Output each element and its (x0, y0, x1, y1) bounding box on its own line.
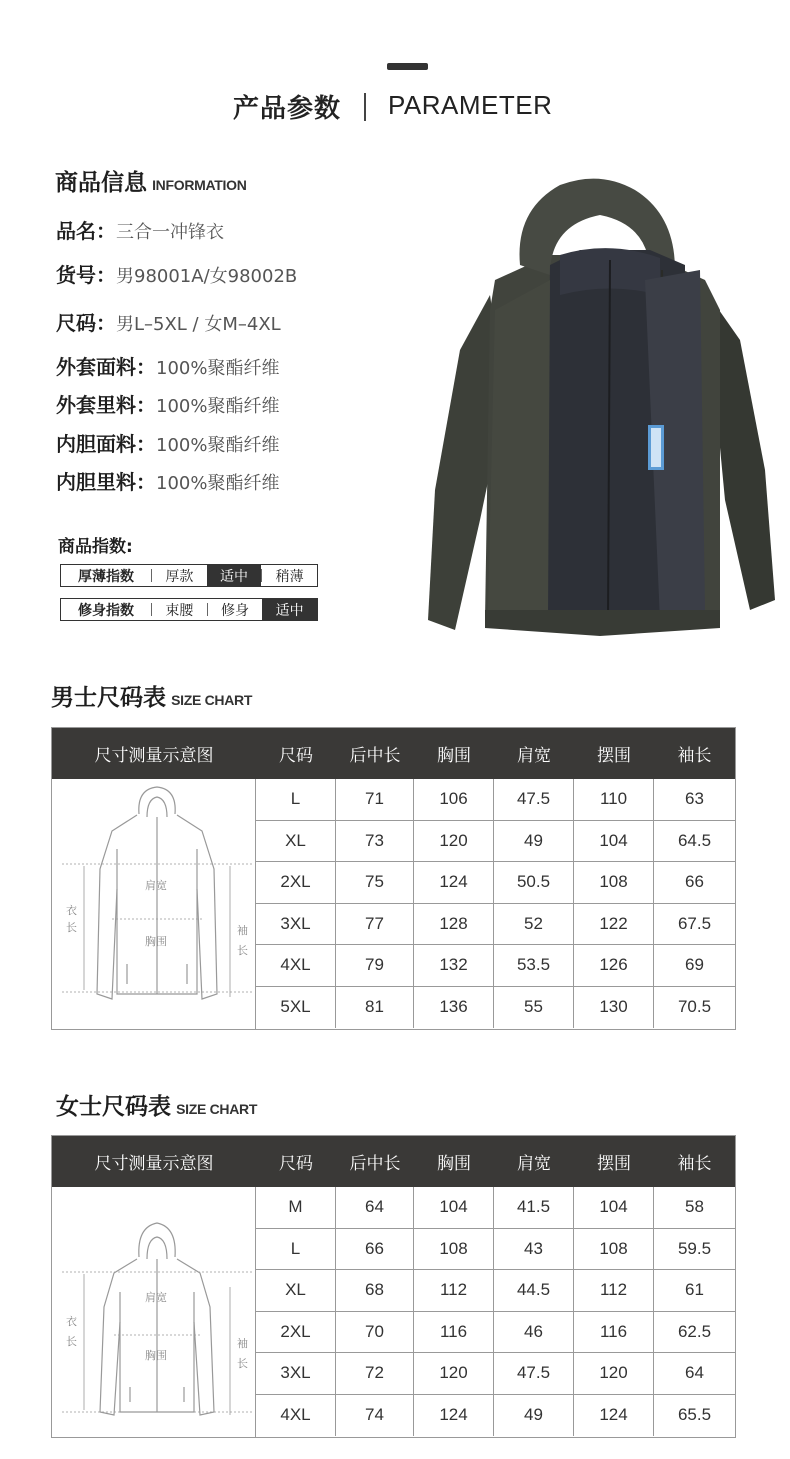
table-cell: 120 (414, 821, 494, 862)
index-option-selected: 适中 (262, 599, 317, 620)
table-cell: 47.5 (494, 1353, 574, 1394)
field-value: 100%聚酯纤维 (156, 396, 280, 417)
table-cell: 112 (414, 1270, 494, 1311)
diagram-label-length: 衣 (66, 1315, 77, 1328)
index-name: 修身指数 (78, 602, 134, 619)
header-cell: 胸围 (437, 746, 471, 766)
jacket-outline-icon (52, 1187, 255, 1437)
diagram-label-length: 衣 (66, 904, 77, 917)
diagram-label-sleeve: 长 (237, 1357, 248, 1370)
index-option: 厚款 (165, 568, 194, 585)
table-cell: 53.5 (494, 945, 574, 986)
table-cell: 43 (494, 1229, 574, 1270)
table-cell: 64 (336, 1187, 414, 1228)
chart-title-cn: 男士尺码表 (51, 685, 166, 711)
field-label: 外套面料： (56, 355, 156, 379)
table-row (256, 945, 735, 987)
diagram-label-length: 长 (66, 921, 77, 934)
table-cell: 116 (574, 1312, 654, 1353)
header-divider (364, 93, 366, 121)
table-cell: 4XL (256, 945, 336, 986)
women-table-rows (256, 1187, 735, 1437)
header-cell: 尺寸测量示意图 (94, 1154, 214, 1174)
table-row (256, 987, 735, 1029)
table-row (256, 1312, 735, 1354)
table-row (256, 1229, 735, 1271)
women-chart-title (56, 1088, 257, 1121)
index-option: 修身 (221, 602, 249, 619)
table-cell: 67.5 (677, 913, 712, 933)
page-title-en: PARAMETER (388, 90, 553, 120)
jacket-photo (420, 170, 785, 660)
table-cell: 122 (574, 904, 654, 945)
table-cell: 104 (574, 821, 654, 862)
index-option: 稍薄 (275, 568, 304, 585)
table-cell: 59.5 (677, 1238, 712, 1258)
field-value: 100%聚酯纤维 (156, 358, 280, 379)
table-row (256, 1187, 735, 1229)
table-cell: L (256, 1229, 336, 1270)
table-cell: 49 (494, 1395, 574, 1437)
table-cell: 74 (336, 1395, 414, 1437)
table-cell: 70.5 (677, 997, 712, 1017)
table-cell: 108 (574, 1229, 654, 1270)
table-cell: 50.5 (494, 862, 574, 903)
table-cell: 120 (414, 1353, 494, 1394)
diagram-label-chest: 胸围 (145, 935, 167, 948)
table-row (256, 821, 735, 863)
table-cell: 106 (414, 779, 494, 820)
table-cell: 132 (414, 945, 494, 986)
table-cell: 73 (336, 821, 414, 862)
table-cell: 104 (414, 1187, 494, 1228)
header-accent-bar (387, 63, 428, 70)
table-cell: 66 (336, 1229, 414, 1270)
table-cell: 65.5 (677, 1405, 712, 1425)
header-cell: 尺码 (279, 1154, 313, 1174)
table-cell: M (256, 1187, 336, 1228)
table-cell: 63 (685, 789, 704, 809)
table-cell: 77 (336, 904, 414, 945)
diagram-label-sleeve: 袖 (237, 1337, 248, 1350)
table-row (256, 779, 735, 821)
field-label: 尺码： (56, 311, 116, 335)
field-label: 内胆里料： (56, 470, 156, 494)
header-cell: 后中长 (349, 746, 401, 766)
table-cell: XL (256, 821, 336, 862)
thickness-index (60, 564, 318, 587)
table-cell: 79 (336, 945, 414, 986)
table-cell: 66 (685, 872, 704, 892)
table-cell: XL (256, 1270, 336, 1311)
men-table-rows (256, 779, 735, 1029)
table-cell: 108 (414, 1229, 494, 1270)
info-row-sku (56, 259, 297, 288)
field-label: 品名： (56, 219, 116, 243)
diagram-label-sleeve: 袖 (237, 924, 248, 937)
header-cell: 肩宽 (517, 746, 551, 766)
table-cell: 126 (574, 945, 654, 986)
measurement-diagram (52, 1187, 256, 1437)
table-cell: 62.5 (677, 1321, 712, 1341)
table-row (256, 1353, 735, 1395)
table-cell: 58 (685, 1197, 704, 1217)
table-row (256, 1395, 735, 1437)
info-section-title (55, 164, 247, 197)
table-cell: 124 (414, 862, 494, 903)
index-option-selected: 适中 (207, 565, 262, 586)
info-row-size (56, 307, 281, 336)
header-cell: 尺寸测量示意图 (94, 746, 214, 766)
header-cell: 尺码 (279, 746, 313, 766)
diagram-label-chest: 胸围 (145, 1349, 167, 1362)
table-cell: 49 (494, 821, 574, 862)
header-cell: 后中长 (349, 1154, 401, 1174)
index-name: 厚薄指数 (78, 568, 134, 585)
table-cell: 81 (336, 987, 414, 1029)
header-cell: 胸围 (437, 1154, 471, 1174)
info-row-outer-lining (56, 389, 279, 418)
table-header (52, 1136, 735, 1187)
table-cell: 69 (685, 955, 704, 975)
field-label: 货号： (56, 263, 116, 287)
diagram-label-sleeve: 长 (237, 944, 248, 957)
header-cell: 摆围 (597, 1154, 631, 1174)
table-cell: 47.5 (494, 779, 574, 820)
table-cell: 70 (336, 1312, 414, 1353)
table-cell: 61 (685, 1280, 704, 1300)
index-title: 商品指数: (58, 537, 133, 557)
table-cell: 130 (574, 987, 654, 1029)
men-size-table (51, 727, 736, 1030)
diagram-label-shoulder: 肩宽 (145, 879, 167, 892)
jacket-outline-icon (52, 779, 255, 1029)
table-cell: 136 (414, 987, 494, 1029)
field-label: 外套里料： (56, 393, 156, 417)
field-value: 三合一冲锋衣 (116, 222, 224, 243)
table-cell: 55 (494, 987, 574, 1029)
info-row-outer-shell (56, 351, 279, 380)
table-cell: 5XL (256, 987, 336, 1029)
info-row-name (56, 215, 224, 244)
table-cell: 104 (574, 1187, 654, 1228)
table-cell: 124 (414, 1395, 494, 1437)
field-value: 100%聚酯纤维 (156, 435, 280, 456)
measurement-diagram (52, 779, 256, 1029)
table-cell: 46 (494, 1312, 574, 1353)
diagram-label-length: 长 (66, 1335, 77, 1348)
header-cell: 袖长 (677, 746, 712, 766)
field-value: 男98001A/女98002B (116, 266, 298, 287)
table-cell: 110 (574, 779, 654, 820)
table-cell: 124 (574, 1395, 654, 1437)
table-cell: 4XL (256, 1395, 336, 1437)
header-cell: 袖长 (677, 1154, 712, 1174)
table-header (52, 728, 735, 779)
table-cell: 3XL (256, 904, 336, 945)
index-option: 束腰 (165, 602, 194, 619)
table-cell: 52 (494, 904, 574, 945)
header-cell: 摆围 (597, 746, 631, 766)
table-cell: 108 (574, 862, 654, 903)
field-value: 男L–5XL / 女M–4XL (116, 314, 281, 335)
table-cell: 120 (574, 1353, 654, 1394)
chart-title-en: SIZE CHART (171, 692, 253, 708)
page-title-cn: 产品参数 (233, 94, 342, 124)
table-cell: 64.5 (677, 830, 712, 850)
table-row (256, 904, 735, 946)
header-cell: 肩宽 (517, 1154, 551, 1174)
diagram-label-shoulder: 肩宽 (145, 1291, 167, 1304)
table-cell: 71 (336, 779, 414, 820)
field-value: 100%聚酯纤维 (156, 473, 280, 494)
table-cell: 44.5 (494, 1270, 574, 1311)
table-cell: 68 (336, 1270, 414, 1311)
table-cell: 41.5 (494, 1187, 574, 1228)
men-chart-title (51, 679, 252, 712)
women-size-table (51, 1135, 736, 1438)
info-row-inner-lining (56, 466, 279, 495)
table-row (256, 1270, 735, 1312)
fit-index (60, 598, 318, 621)
info-row-inner-shell (56, 428, 279, 457)
info-title-en: INFORMATION (152, 177, 247, 193)
table-cell: 128 (414, 904, 494, 945)
table-cell: 3XL (256, 1353, 336, 1394)
table-cell: 75 (336, 862, 414, 903)
table-cell: 72 (336, 1353, 414, 1394)
chart-title-cn: 女士尺码表 (56, 1094, 171, 1120)
field-label: 内胆面料： (56, 432, 156, 456)
table-cell: 64 (685, 1363, 704, 1383)
info-title-cn: 商品信息 (55, 170, 147, 196)
table-row (256, 862, 735, 904)
table-cell: 116 (414, 1312, 494, 1353)
table-cell: 2XL (256, 862, 336, 903)
table-cell: 2XL (256, 1312, 336, 1353)
table-cell: L (256, 779, 336, 820)
table-cell: 112 (574, 1270, 654, 1311)
chart-title-en: SIZE CHART (176, 1101, 258, 1117)
